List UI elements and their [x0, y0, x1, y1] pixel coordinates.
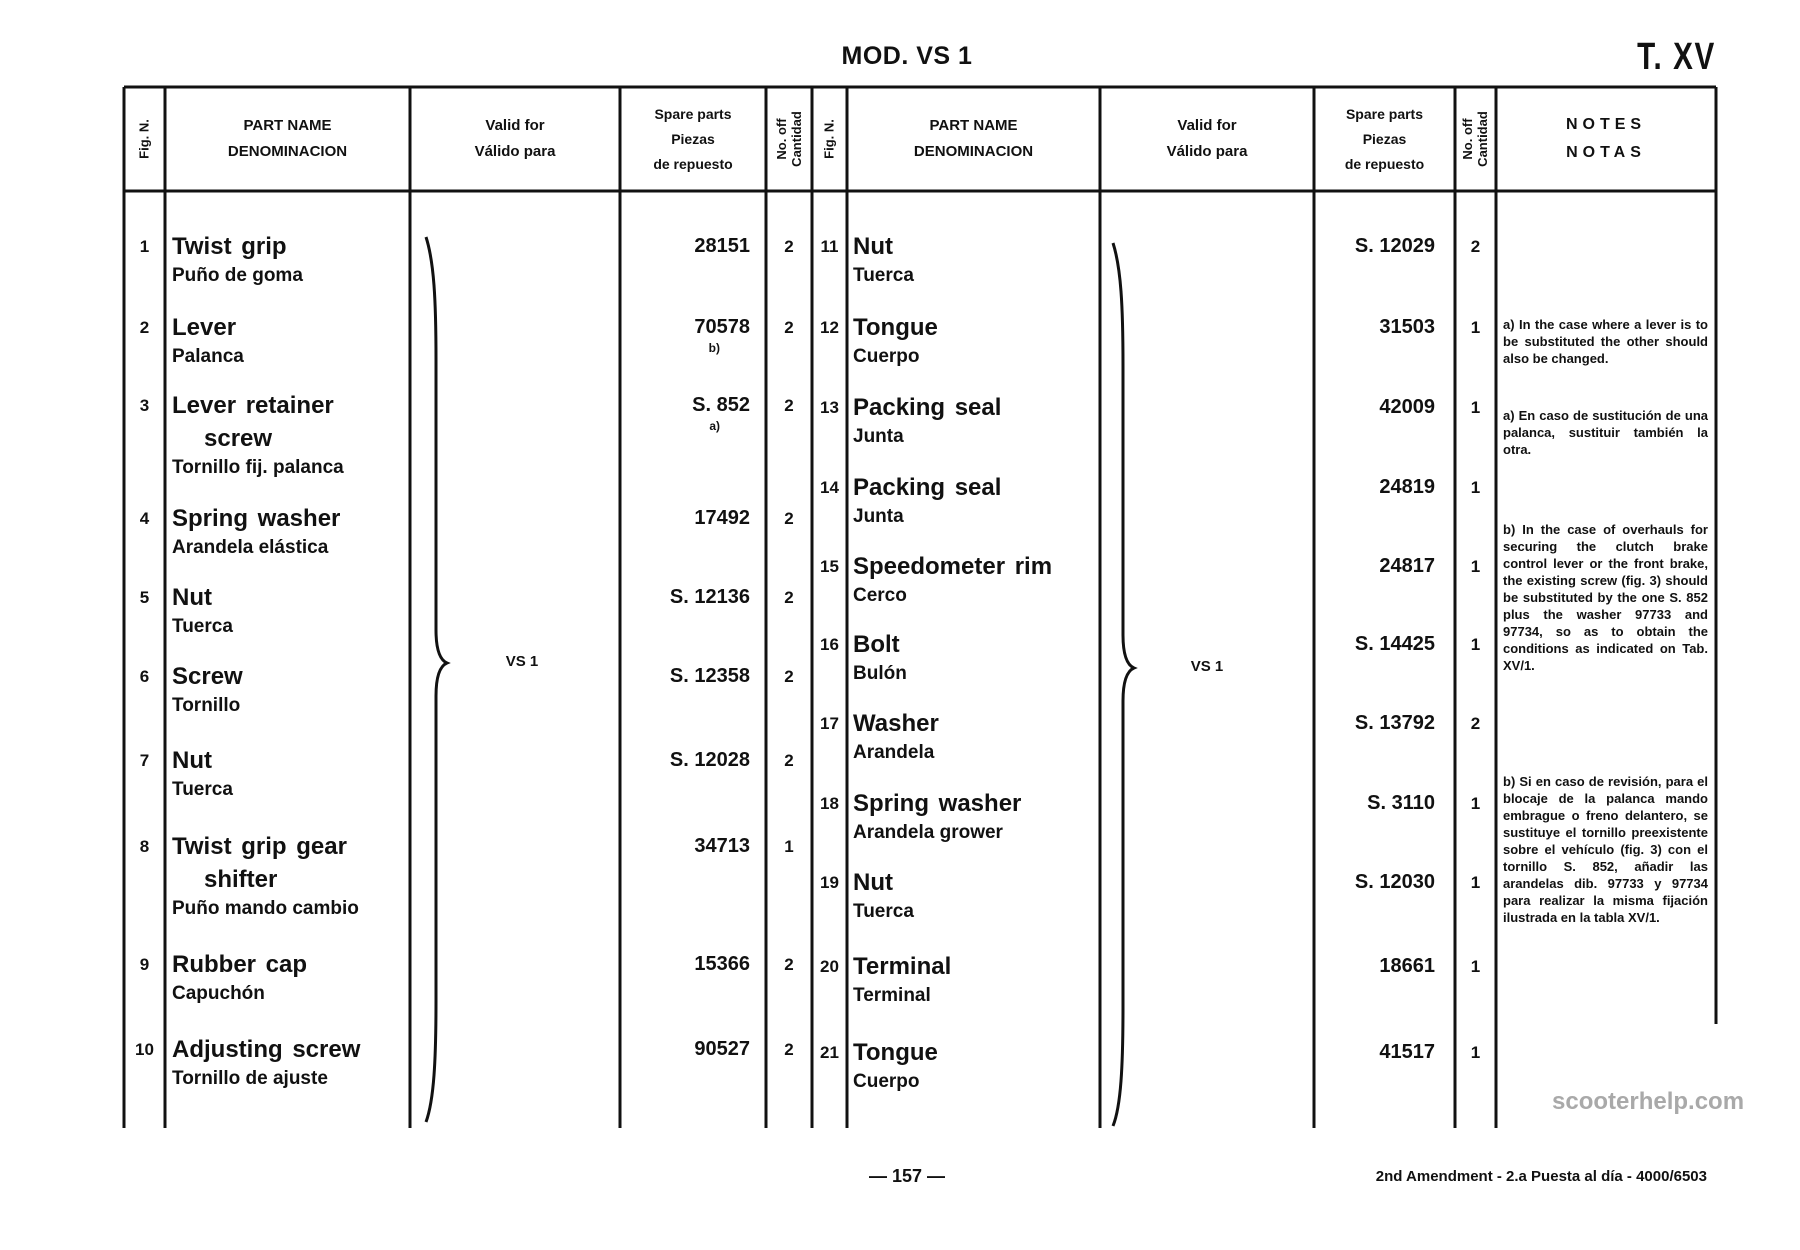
spare-part-number: 70578 — [694, 316, 750, 338]
header-valid-for — [410, 87, 620, 191]
fig-number: 15 — [820, 557, 839, 576]
fig-number: 21 — [820, 1043, 839, 1062]
fig-number: 14 — [820, 478, 839, 497]
header-spare-parts-es2: de repuesto — [1344, 155, 1425, 172]
header-spare-parts-es1: Piezas — [1362, 130, 1407, 147]
spare-part-number: S. 12136 — [669, 586, 750, 608]
header-spare-parts — [620, 87, 766, 191]
spare-part-number: S. 3110 — [1367, 792, 1435, 814]
header-valid-for — [1100, 87, 1314, 191]
header-part-name-es: DENOMINACION — [227, 143, 348, 160]
part-name-en: Speedometer rim — [853, 553, 1053, 580]
quantity: 1 — [1470, 398, 1481, 417]
part-name-es: Junta — [853, 506, 904, 527]
part-name-es: Arandela — [853, 742, 935, 763]
part-name — [853, 707, 1098, 766]
model-title: MOD. VS 1 — [841, 42, 973, 70]
fig-number: 20 — [820, 957, 839, 976]
header-part-name-es: DENOMINACION — [913, 143, 1034, 160]
part-name — [853, 230, 1098, 289]
part-name-es: Cuerpo — [853, 1071, 920, 1092]
fig-number: 3 — [139, 396, 150, 415]
spare-part-number: S. 852 — [692, 394, 750, 416]
part-name-en: Packing seal — [853, 394, 1002, 421]
part-name-en: Bolt — [853, 631, 900, 658]
part-name — [853, 950, 1098, 1009]
fig-number: 17 — [820, 714, 839, 733]
part-name-es: Cuerpo — [853, 346, 920, 367]
header-spare-parts-es1: Piezas — [671, 130, 715, 147]
header-part-name-en: PART NAME — [243, 117, 332, 134]
part-name-es: Tornillo fij. palanca — [172, 457, 344, 478]
quantity: 2 — [1470, 237, 1481, 256]
part-name-en: Spring washer — [853, 790, 1022, 817]
watermark: scooterhelp.com — [1552, 1088, 1745, 1115]
part-name-es: Capuchón — [172, 983, 265, 1004]
spare-part-number: S. 12030 — [1354, 871, 1435, 893]
header-part-name — [847, 87, 1100, 191]
quantity: 2 — [784, 396, 794, 415]
quantity: 1 — [1470, 794, 1481, 813]
valid-for-value-right: VS 1 — [1190, 658, 1224, 675]
spare-part-number: 18661 — [1379, 955, 1435, 977]
header-fig: Fig. N. — [821, 119, 837, 159]
part-name — [853, 311, 1098, 370]
header-quantity-en: No. off — [1460, 118, 1475, 160]
quantity: 1 — [1470, 635, 1481, 654]
header-valid-for-en: Valid for — [1177, 117, 1237, 134]
spare-part-number: 34713 — [694, 835, 750, 857]
quantity: 2 — [784, 1040, 794, 1059]
table-number: T. XV — [1637, 36, 1716, 78]
spare-part-number: 28151 — [694, 235, 750, 257]
fig-number: 5 — [139, 588, 150, 607]
spare-part-number: S. 12028 — [669, 749, 750, 771]
note-reference: b) — [708, 341, 720, 355]
header-fig: Fig. N. — [136, 119, 152, 159]
fig-number: 13 — [820, 398, 839, 417]
quantity: 2 — [784, 955, 794, 974]
header-valid-for-es: Válido para — [474, 143, 556, 160]
header-notes-en: NOTES — [1565, 116, 1647, 133]
quantity: 1 — [784, 837, 794, 856]
header-spare-parts-en: Spare parts — [654, 105, 732, 122]
part-name — [853, 550, 1098, 609]
fig-number: 6 — [139, 667, 150, 686]
fig-number: 8 — [139, 837, 150, 856]
quantity: 2 — [784, 667, 794, 686]
part-name-en: Tongue — [853, 314, 938, 341]
part-name — [853, 1036, 1098, 1095]
spare-part-number: 24817 — [1379, 555, 1435, 577]
header-notes — [1496, 87, 1716, 191]
part-name-en: Washer — [853, 710, 939, 737]
header-valid-for-en: Valid for — [485, 117, 545, 134]
part-row — [0, 950, 1800, 1050]
part-name — [853, 471, 1098, 530]
spare-part-number: S. 14425 — [1354, 633, 1435, 655]
quantity: 2 — [784, 751, 794, 770]
part-name-es: Tuerca — [853, 265, 914, 286]
part-name — [853, 391, 1098, 450]
part-name-es: Palanca — [172, 346, 244, 367]
part-row — [0, 1036, 1800, 1136]
spare-part-number: 90527 — [694, 1038, 750, 1060]
quantity: 1 — [1470, 1043, 1481, 1062]
part-name-en: Nut — [172, 747, 212, 774]
note-a-en: a) In the case where a lever is to be substituted the other should also be changed. — [1503, 317, 1708, 366]
spare-part-number: 15366 — [694, 953, 750, 975]
header-spare-parts-es2: de repuesto — [653, 155, 733, 172]
part-name-es: Terminal — [853, 985, 931, 1006]
fig-number: 12 — [820, 318, 839, 337]
part-name-es: Tornillo — [172, 695, 241, 716]
part-name-en: Lever retainer — [172, 392, 334, 419]
quantity: 1 — [1470, 478, 1481, 497]
part-name-es: Cerco — [853, 585, 907, 606]
quantity: 1 — [1470, 873, 1481, 892]
page-number: — 157 — — [868, 1166, 946, 1186]
part-name-es: Puño mando cambio — [172, 898, 359, 919]
valid-for-value-left: VS 1 — [505, 653, 539, 670]
quantity: 2 — [784, 318, 794, 337]
part-name-en: Rubber cap — [172, 951, 308, 978]
quantity: 2 — [784, 509, 794, 528]
part-name-es: Tuerca — [853, 901, 914, 922]
spare-part-number: 42009 — [1379, 396, 1435, 418]
spare-part-number: 31503 — [1379, 316, 1435, 338]
fig-number: 1 — [139, 237, 150, 256]
spare-part-number: S. 12029 — [1354, 235, 1435, 257]
header-valid-for-es: Válido para — [1166, 143, 1248, 160]
part-name — [853, 628, 1098, 687]
header-part-name-en: PART NAME — [929, 117, 1018, 134]
quantity: 1 — [1470, 318, 1481, 337]
part-name-en: Twist grip — [172, 233, 287, 260]
part-name-en: Twist grip gear — [172, 833, 347, 860]
header-quantity — [1460, 111, 1490, 167]
quantity: 1 — [1470, 957, 1481, 976]
amendment-line: 2nd Amendment - 2.a Puesta al día - 4000/6503 — [1375, 1168, 1707, 1185]
part-name-en: Nut — [853, 233, 893, 260]
fig-number: 7 — [139, 751, 150, 770]
part-name-en: Terminal — [853, 953, 952, 980]
note-reference: a) — [709, 419, 720, 433]
part-name-es: Tornillo de ajuste — [172, 1068, 328, 1089]
spare-part-number: 24819 — [1379, 476, 1435, 498]
header-notes-es: NOTAS — [1566, 144, 1646, 161]
part-name-es: Arandela grower — [853, 822, 1003, 843]
fig-number: 10 — [135, 1040, 154, 1059]
spare-part-number: 41517 — [1379, 1041, 1435, 1063]
quantity: 2 — [1470, 714, 1481, 733]
part-name — [853, 866, 1098, 925]
part-name-en: Screw — [172, 663, 243, 690]
part-name-en: shifter — [204, 866, 278, 893]
part-name — [853, 787, 1098, 846]
spare-part-number: S. 13792 — [1354, 712, 1435, 734]
part-name-es: Bulón — [853, 663, 907, 684]
fig-number: 16 — [820, 635, 839, 654]
header-quantity — [774, 111, 804, 167]
fig-number: 4 — [139, 509, 150, 528]
part-name-en: Packing seal — [853, 474, 1002, 501]
part-name-es: Tuerca — [172, 779, 233, 800]
part-name-en: Spring washer — [172, 505, 341, 532]
quantity: 1 — [1470, 557, 1481, 576]
note-b-en: b) In the case of overhauls for securing the clutch brake control lever or the front brake, the existing screw (fig. 3) should be substituted by the one S. 852 plus the washer 97733 and 97734, so as to obtain the conditions as indicated on Tab. XV/1. — [1503, 522, 1708, 673]
header-quantity-en: No. off — [774, 118, 789, 160]
part-name-es: Junta — [853, 426, 904, 447]
quantity: 2 — [784, 588, 794, 607]
fig-number: 11 — [820, 237, 839, 256]
header-spare-parts-en: Spare parts — [1345, 105, 1424, 122]
part-name-en: Nut — [853, 869, 893, 896]
part-name-es: Arandela elástica — [172, 537, 329, 558]
header-quantity-es: Cantidad — [789, 111, 804, 167]
fig-number: 2 — [139, 318, 150, 337]
part-name-es: Puño de goma — [172, 265, 303, 286]
header-quantity-es: Cantidad — [1475, 111, 1490, 167]
part-name-en: Nut — [172, 584, 212, 611]
note-b-es: b) Si en caso de revisión, para el blocaje de la palanca mando embrague o freno delantero, se sustituye el tornillo preexistente sobre el vehículo (fig. 3) con el tornillo S. 852, añadir las arandelas dib. 97733 y 97734 para realizar la misma fijación ilustrada en la tabla XV/1. — [1503, 774, 1708, 925]
note-a-es: a) En caso de sustitución de una palanca, sustituir también la otra. — [1503, 408, 1708, 457]
part-name-en: Tongue — [853, 1039, 938, 1066]
spare-part-number: 17492 — [694, 507, 750, 529]
fig-number: 18 — [820, 794, 839, 813]
quantity: 2 — [784, 237, 794, 256]
fig-number: 9 — [139, 955, 150, 974]
part-name-es: Tuerca — [172, 616, 233, 637]
header-part-name — [165, 87, 410, 191]
fig-number: 19 — [820, 873, 839, 892]
spare-part-number: S. 12358 — [669, 665, 750, 687]
part-name-en: Lever — [172, 314, 237, 341]
part-name-en: Adjusting screw — [172, 1036, 361, 1063]
header-spare-parts — [1314, 87, 1455, 191]
part-name-en: screw — [204, 425, 273, 452]
